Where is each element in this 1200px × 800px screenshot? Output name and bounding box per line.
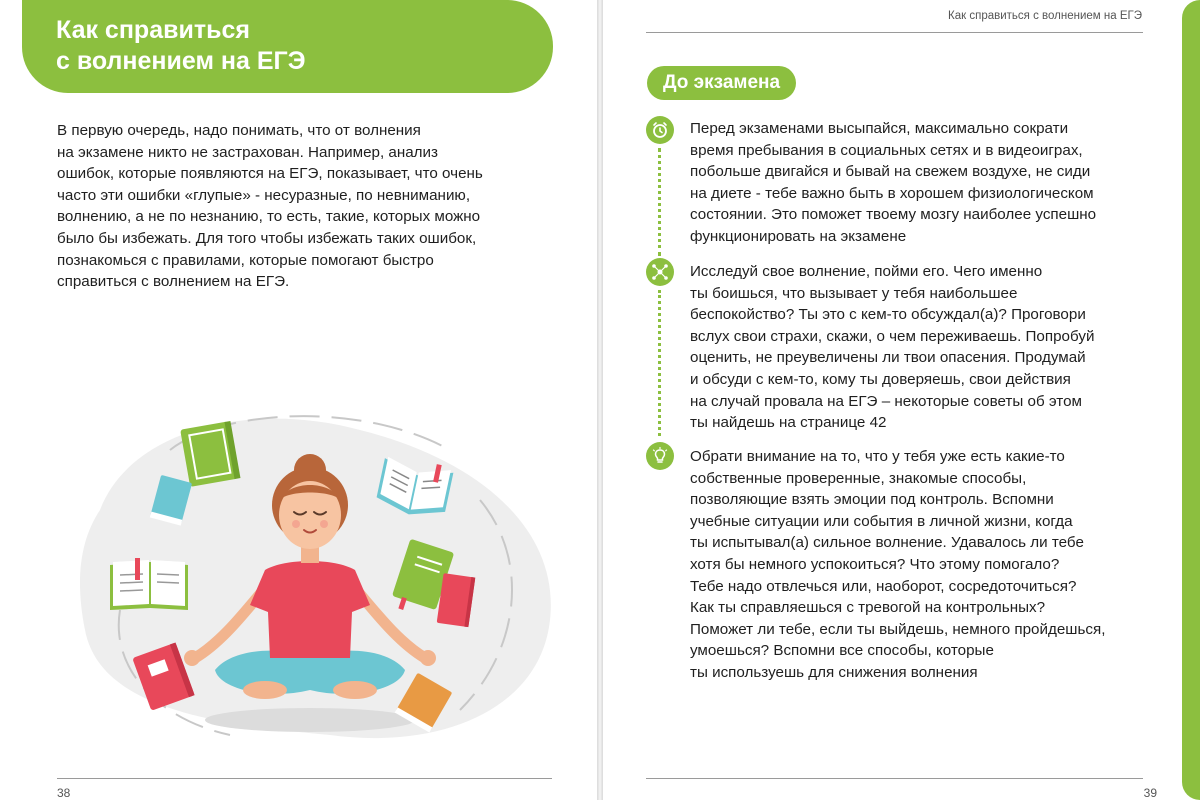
page-number: 38 (57, 786, 71, 800)
footer-rule (646, 778, 1143, 779)
tip-line: хотя бы немного успокоиться? Что этому помогало? (690, 555, 1060, 573)
green-book-top (180, 421, 240, 487)
intro-line: В первую очередь, надо понимать, что от волнения (57, 122, 421, 139)
lightbulb-icon (646, 442, 674, 470)
intro-line: было бы избежать. Для того чтобы избежать таких ошибок, (57, 229, 477, 247)
header-rule (646, 32, 1143, 33)
tip-line: время пребывания в социальных сетях и в видеоиграх, (690, 141, 1083, 159)
tip-line: состоянии. Это поможет твоему мозгу наиболее успешно (690, 206, 1097, 224)
intro-line: ошибок, которые появляются на ЕГЭ, показывает, что очень (57, 165, 483, 183)
page-title (56, 15, 306, 77)
meditating-girl-illustration (60, 390, 560, 760)
tip-line: и обсуди с кем-то, кому ты доверяешь, свои действия (690, 370, 1071, 388)
tip-line: вслух свои страхи, скажи, о чем переживаешь. Попробуй (690, 327, 1095, 345)
tip-line: собственные проверенные, знакомые способы, (690, 469, 1027, 487)
tip-line: беспокойство? Ты это с кем-то обсуждал(а)? Проговори (690, 306, 1086, 324)
timeline-dots (658, 148, 661, 256)
alarm-clock-icon (646, 116, 674, 144)
tip-line: Тебе надо отвлечься или, наоборот, сосредоточиться? (690, 577, 1077, 595)
green-edge-tab (1182, 0, 1200, 800)
page-number: 39 (1143, 786, 1157, 800)
tip-line: позволяющие взять эмоции под контроль. Вспомни (690, 491, 1054, 509)
tip-line: Перед экзаменами высыпайся, максимально сократи (690, 120, 1069, 137)
intro-line: часто эти ошибки «глупые» - несуразные, по невниманию, (57, 186, 471, 204)
open-book-left (110, 558, 188, 610)
intro-paragraph (57, 120, 547, 293)
intro-line: справиться с волнением на ЕГЭ. (57, 273, 290, 291)
tip-line: оценить, не преувеличены ли твои опасения. Продумай (690, 349, 1086, 367)
tip-line: Обрати внимание на то, что у тебя уже есть какие-то (690, 448, 1065, 465)
tip-line: учебные ситуации или события в личной жизни, когда (690, 512, 1073, 530)
tip-line: побольше двигайся и бывай на свежем воздухе, не сиди (690, 163, 1091, 181)
left-page (0, 0, 597, 800)
intro-line: волнению, а не по незнанию, то есть, такие, которых можно (57, 208, 481, 226)
right-page (603, 0, 1200, 800)
tip-text (690, 118, 1150, 248)
tip-line: функционировать на экзамене (690, 227, 907, 245)
section-heading: До экзамена (647, 66, 796, 100)
tip-text (690, 261, 1150, 434)
title-line-2: с волнением на ЕГЭ (56, 47, 306, 75)
tip-line: ты найдешь на странице 42 (690, 414, 887, 432)
tip-line: на случай провала на ЕГЭ – некоторые советы об этом (690, 392, 1082, 410)
tip-line: умоешься? Вспомни все способы, которые (690, 642, 994, 660)
running-header: Как справиться с волнением на ЕГЭ (948, 10, 1142, 22)
intro-line: на экзамене никто не застрахован. Например, анализ (57, 143, 438, 161)
floor-shadow (205, 708, 415, 732)
tip-line: Как ты справляешься с тревогой на контрольных? (690, 599, 1046, 617)
tip-line: ты испытывал(а) сильное волнение. Удавалось ли тебе (690, 534, 1084, 552)
tip-line: ты используешь для снижения волнения (690, 663, 978, 681)
tip-text (690, 446, 1150, 684)
tip-line: на диете - тебе важно быть в хорошем физиологическом (690, 184, 1094, 202)
title-line-1: Как справиться (56, 16, 250, 44)
footer-rule (57, 778, 552, 779)
tip-line: Исследуй свое волнение, пойми его. Чего именно (690, 263, 1043, 280)
title-banner (22, 0, 553, 93)
network-icon (646, 258, 674, 286)
tip-line: Поможет ли тебе, если ты выйдешь, немного пройдешься, (690, 620, 1106, 638)
timeline-dots (658, 290, 661, 436)
intro-line: познакомься с правилами, которые помогают быстро (57, 251, 434, 269)
tip-line: ты боишься, что вызывает у тебя наибольшее (690, 284, 1018, 302)
